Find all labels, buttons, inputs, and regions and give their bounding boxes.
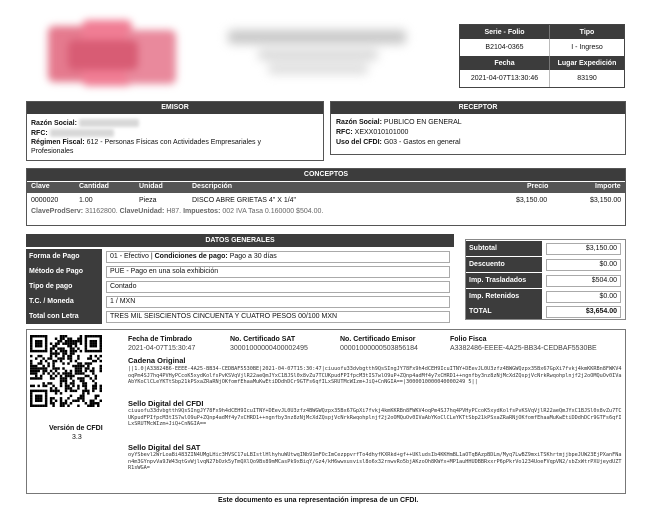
subtotal-row — [466, 241, 625, 256]
emisor-section — [26, 101, 324, 161]
forma-pago-row — [26, 249, 454, 264]
col-importe: Importe — [595, 183, 621, 190]
emisor-regimen-value-1: 612 - Personas Físicas con Actividades Empresariales y — [86, 139, 261, 146]
fecha-timbrado-label: Fecha de Timbrado — [128, 336, 193, 343]
receptor-rfc-row — [336, 129, 408, 136]
trasladados-value: $504.00 — [546, 275, 621, 287]
condiciones-label: Condiciones de pago: — [154, 253, 228, 260]
version-value: 3.3 — [72, 434, 82, 441]
receptor-title: RECEPTOR — [331, 102, 625, 114]
receptor-rfc-label: RFC: — [336, 129, 353, 136]
col-clave: Clave — [31, 183, 50, 190]
trasladados-label: Imp. Trasladados — [466, 273, 542, 288]
descuento-value: $0.00 — [546, 259, 621, 271]
receptor-uso-label: Uso del CFDI: — [336, 139, 382, 146]
conceptos-section — [26, 168, 626, 226]
subtotal-label: Subtotal — [466, 241, 542, 256]
fecha-value: 2021-04-07T13:30:46 — [460, 70, 550, 87]
version-label: Versión de CFDI — [49, 425, 103, 432]
tipo-value: I - Ingreso — [571, 44, 603, 51]
tc-moneda-label: T.C. / Moneda — [26, 294, 102, 309]
receptor-razon-row — [336, 119, 462, 126]
tipo-label: Tipo — [579, 28, 595, 36]
company-logo — [48, 20, 178, 88]
row-unidad: Pieza — [139, 197, 157, 204]
col-precio: Precio — [527, 183, 549, 190]
cert-emisor-label: No. Certificado Emisor — [340, 336, 416, 343]
row-cantidad: 1.00 — [79, 197, 93, 204]
total-letra-row — [26, 309, 454, 324]
emisor-rfc-label: RFC: — [31, 129, 48, 137]
lugar-label: Lugar Expedición — [557, 59, 617, 67]
total-label: TOTAL — [466, 304, 542, 319]
subtotal-value: $3,150.00 — [546, 243, 621, 255]
clave-prod-label: ClaveProdServ: — [31, 208, 84, 215]
tc-moneda-value: 1 / MXN — [106, 296, 450, 308]
cadena-value: ||1.0|A33824B6-EEEE-4A25-BB34-CEDBAF5530BE|2021-04-07T15:30:47|ciuuofu33dvbgtth9QsSIngJY78Fx9h4dCEH9IcuITNY+DEevJL0U3zfz4BWGWQzpx35Bx67GpXi7fvkj4kmKKRBn8FWKV4oqPm4SJ7hq4PVHyPCcoK5xydKolfsPvKSVqVjlR22aeQmJYxC1BJSl0x8vZu7TCUKpudFPIfpcM3tIS7wlO9uP+ZQnp4adMf4y7xCHRD1++ngnfby3nz8zNjMcXdZQspjVcNrkRwqohplnjf2j2oOMQuOv0IVaAbYKoClCLeYKTtSbp21kPSxaZRaRNjOKfomfEhaaMuKwEtiDDdhDCr9GTFs6qfILxSRUTMcWIzm+JiQ+CnNGIA==|3000010000040000249 5|| — [128, 366, 622, 385]
row-precio: $3,150.00 — [516, 197, 548, 204]
conceptos-header-row — [27, 182, 625, 193]
row-detail — [31, 208, 323, 215]
folio-fiscal-label: Folio Fisca — [450, 336, 487, 343]
emisor-regimen-label: Régimen Fiscal: — [31, 139, 85, 146]
row-descripcion: DISCO ABRE GRIETAS 4" X 1/4" — [192, 197, 297, 204]
conceptos-title: CONCEPTOS — [27, 169, 625, 181]
clave-prod-value: 31162800. — [85, 208, 118, 215]
fecha-label: Fecha — [460, 56, 550, 70]
fecha-timbrado-value: 2021-04-07T15:30:47 — [128, 345, 196, 351]
row-clave: 0000020 — [31, 197, 59, 204]
retenidos-row — [466, 289, 625, 304]
emisor-regimen-row — [31, 139, 261, 146]
tc-moneda-row — [26, 294, 454, 309]
descuento-label: Descuento — [466, 257, 542, 272]
lugar-value: 83190 — [577, 75, 597, 82]
col-cantidad: Cantidad — [79, 183, 109, 190]
impuestos-label: Impuestos: — [183, 208, 221, 215]
total-value: $3,654.00 — [546, 306, 621, 318]
total-row — [466, 304, 625, 319]
descuento-row — [466, 257, 625, 272]
col-descripcion: Descripción — [192, 183, 233, 190]
receptor-uso-value: G03 - Gastos en general — [383, 139, 461, 146]
datos-generales-title: DATOS GENERALES — [26, 234, 454, 247]
forma-pago-label: Forma de Pago — [26, 249, 102, 264]
cert-sat-label: No. Certificado SAT — [230, 336, 296, 343]
row-importe: $3,150.00 — [590, 197, 622, 204]
total-letra-value: TRES MIL SEISCIENTOS CINCUENTA Y CUATRO PESOS 00/100 MXN — [106, 311, 450, 323]
emisor-razon-label: Razón Social: — [31, 119, 77, 127]
receptor-rfc-value: XEXX010101000 — [354, 129, 409, 136]
forma-pago-code: 01 - Efectivo | — [110, 253, 155, 260]
cert-sat-value: 30001000000400002495 — [230, 345, 308, 351]
datos-generales-section — [26, 234, 454, 324]
tipo-pago-row — [26, 279, 454, 294]
clave-unidad-label: ClaveUnidad: — [119, 208, 165, 215]
retenidos-label: Imp. Retenidos — [466, 289, 542, 304]
emisor-razon-redacted — [79, 119, 139, 127]
receptor-section — [330, 101, 626, 155]
cadena-label: Cadena Original — [128, 356, 186, 365]
sello-cfdi-value: ciuuofu33dvbgtth9QsSIngJY78Fx9h4dCEH9IcuITNY+DEevJL0U3zfz4BWGWQzpx35Bx67GpXi7fvkj4kmKKRBn8FWKV4oqPm4SJ7hq4PVHyPCcoK5xydKolfsPvKSVqVjlR22aeQmJYxC1BJSl0x8vZu7TCUKpudFPIfpcM3tIS7wlO9uP+ZQnp4adMf4y7xCHRD1++ngnfby3nz8zNjMcXdZQspjVcNrkRwqohplnjf2j2oOMQuOv0IVaAbYKoClCLeYKTtSbp21kPSxaZRaRNjOKfomfEhaaMuKwEtiDDdhDCr9GTFs6qfILxSRUTMcWIzm+JiQ+CnNGIA== — [128, 408, 622, 427]
condiciones-value: Pago a 30 días — [227, 253, 277, 260]
metodo-pago-label: Método de Pago — [26, 264, 102, 279]
issuer-name-redacted — [228, 30, 408, 76]
sello-cfdi-label: Sello Digital del CFDI — [128, 399, 204, 408]
folio-fiscal-value: A3382486-EEEE-4A25-BB34-CEDBAF5530BE — [450, 345, 597, 351]
emisor-title: EMISOR — [27, 102, 323, 114]
emisor-razon-row — [31, 119, 139, 127]
cert-emisor-value: 00001000000503856184 — [340, 345, 418, 351]
receptor-razon-value: PUBLICO EN GENERAL — [383, 119, 462, 126]
tipo-pago-value: Contado — [106, 281, 450, 293]
impuestos-value: 002 IVA Tasa 0.160000 $504.00. — [222, 208, 324, 215]
metodo-pago-row — [26, 264, 454, 279]
receptor-razon-label: Razón Social: — [336, 119, 382, 126]
sello-sat-value: oyYSbevl2WrLoaBi483ZIN4UMgLHic3HVSC17uLBIstlHlhyhuWUtwqINb91mFOcImCezppvrfTo4dhyfKXRkd+gf++UKludsIb4KKHmBL1aOTqBAzpBDLm/Myq7LwBZ9mxiTSKhrtmjjbpeJUW23EjPXanFNan4m3GYnpvVa9JW43qtGvWjlvqN27bOzk5yTmQXlQo9Bs89mMCasPk9xBiqY/Gz4/kH6wwxusvisl8o6x32rnwvRo5bjAKzoOh8KWfx+MP1auHHUDBBRxxrP6pPkrVo1234UoeFVqpVN2/sbZxWtrPXUjeydUZTR1sWGA= — [128, 452, 622, 471]
sello-sat-label: Sello Digital del SAT — [128, 443, 201, 452]
footer-note: Este documento es una representación impresa de un CFDI. — [218, 497, 419, 504]
tipo-pago-label: Tipo de pago — [26, 279, 102, 294]
emisor-rfc-row — [31, 129, 114, 137]
serie-folio-label: Serie - Folio — [460, 25, 550, 39]
total-letra-label: Total con Letra — [26, 309, 102, 324]
folio-table — [459, 24, 625, 88]
forma-pago-value — [106, 251, 450, 263]
col-unidad: Unidad — [139, 183, 163, 190]
qr-code — [30, 335, 102, 407]
metodo-pago-value: PUE - Pago en una sola exhibición — [106, 266, 450, 278]
clave-unidad-value: H87. — [166, 208, 182, 215]
trasladados-row — [466, 273, 625, 288]
retenidos-value: $0.00 — [546, 291, 621, 303]
emisor-rfc-redacted — [50, 129, 114, 137]
serie-folio-value: B2104-0365 — [460, 39, 550, 56]
emisor-regimen-value-2: Profesionales — [31, 148, 74, 155]
totales-section — [465, 239, 626, 320]
receptor-uso-row — [336, 139, 461, 146]
